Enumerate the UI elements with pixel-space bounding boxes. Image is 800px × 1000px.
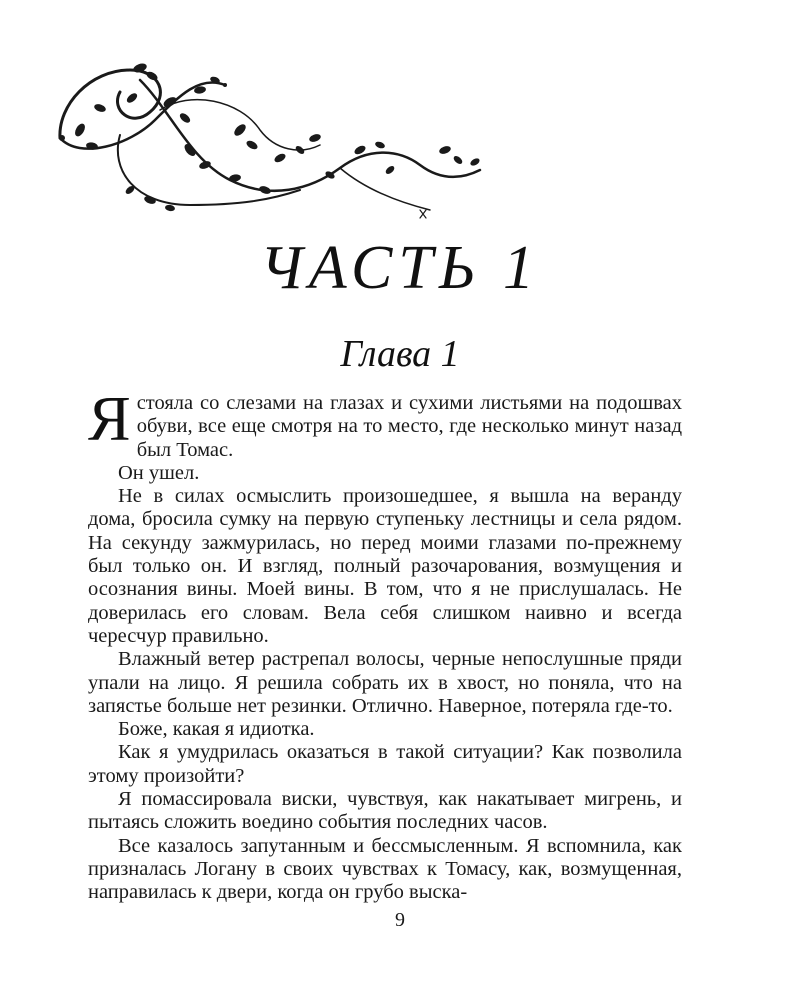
paragraph: Влажный ветер растрепал волосы, черные непослушные пряди упали на лицо. Я решила собрать их в хвост, но поняла, что на запястье больше нет резинки. Отлично. Наверное, потеряла где-то.: [88, 648, 682, 717]
paragraph-text: стояла со слезами на глазах и сухими листьями на подошвах обуви, все еще смотря на то место, где несколько минут назад был Томас.: [136, 392, 682, 461]
page-number: 9: [395, 909, 405, 931]
paragraph: Я помассировала виски, чувствуя, как накатывает мигрень, и пытаясь сложить воедино события последних часов.: [88, 788, 682, 834]
part-title: ЧАСТЬ 1: [260, 234, 540, 302]
drop-cap: Я: [88, 383, 131, 454]
paragraph: [88, 383, 682, 462]
floral-vine-icon: [40, 50, 500, 230]
paragraph: Как я умудрилась оказаться в такой ситуации? Как позволила этому произойти?: [88, 741, 682, 787]
paragraph: Он ушел.: [118, 461, 200, 484]
paragraph: Все казалось запутанным и бессмысленным. Я вспомнила, как призналась Логану в своих чувствах к Томасу, как, возмущенная, направилась к двери, когда он грубо выска-: [88, 834, 682, 904]
chapter-title: Глава 1: [340, 333, 460, 375]
paragraph: Не в силах осмыслить произошедшее, я вышла на веранду дома, бросила сумку на первую ступеньку лестницы и села рядом. На секунду зажмурилась, но перед моими глазами по-прежнему был только он. И взгляд, полный разочарования, возмущения и осознания вины. Моей вины. В том, что я не прислушалась. Не доверилась его словам. Вела себя слишком наивно и всегда чересчур правильно.: [88, 485, 682, 647]
paragraph: Боже, какая я идиотка.: [118, 718, 315, 741]
chapter-body: [88, 383, 682, 905]
